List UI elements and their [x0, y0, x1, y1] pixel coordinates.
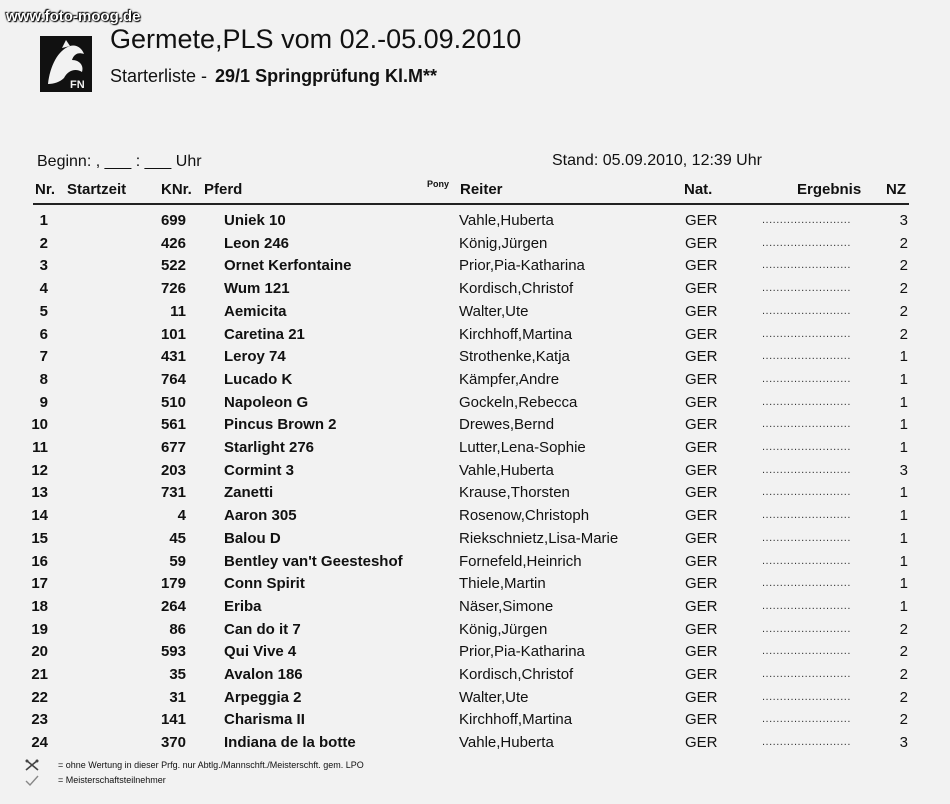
row-knr: 370: [160, 734, 186, 751]
row-nz: 1: [899, 439, 908, 456]
row-knr: 561: [160, 416, 186, 433]
row-number: 2: [39, 235, 48, 252]
row-nz: 3: [899, 462, 908, 479]
row-nationality: GER: [685, 507, 718, 524]
row-rider: Kirchhoff,Martina: [459, 326, 573, 343]
table-row: [0, 711, 950, 733]
row-rider: Prior,Pia-Katharina: [459, 257, 585, 274]
row-rider: Krause,Thorsten: [459, 484, 570, 501]
row-knr: 45: [169, 530, 186, 547]
row-knr: 731: [160, 484, 186, 501]
row-nz: 1: [899, 348, 908, 365]
row-number: 21: [31, 666, 48, 683]
row-knr: 431: [160, 348, 186, 365]
row-rider: Gockeln,Rebecca: [459, 394, 578, 411]
row-nationality: GER: [685, 643, 718, 660]
row-knr: 59: [169, 553, 186, 570]
row-number: 10: [31, 416, 48, 433]
table-row: [0, 643, 950, 665]
table-row: [0, 689, 950, 711]
row-number: 3: [39, 257, 48, 274]
row-horse: Ornet Kerfontaine: [224, 257, 352, 274]
row-knr: 264: [160, 598, 186, 615]
footnote-no-rating: = ohne Wertung in dieser Prfg. nur Abtlg./Mannschft./Meisterschft. gem. LPO: [58, 760, 364, 770]
row-result-field: .........................: [762, 464, 851, 476]
row-number: 24: [31, 734, 48, 751]
row-nz: 1: [899, 598, 908, 615]
row-knr: 101: [160, 326, 186, 343]
row-nz: 3: [899, 212, 908, 229]
row-nationality: GER: [685, 711, 718, 728]
row-nationality: GER: [685, 598, 718, 615]
row-result-field: .........................: [762, 713, 851, 725]
table-row: [0, 235, 950, 257]
row-nz: 1: [899, 394, 908, 411]
row-nationality: GER: [685, 666, 718, 683]
row-horse: Leon 246: [224, 235, 290, 252]
row-nationality: GER: [685, 734, 718, 751]
row-result-field: .........................: [762, 214, 851, 226]
table-row: [0, 507, 950, 529]
table-row: [0, 530, 950, 552]
table-row: [0, 257, 950, 279]
row-number: 19: [31, 621, 48, 638]
row-nz: 1: [899, 371, 908, 388]
row-result-field: .........................: [762, 645, 851, 657]
row-nationality: GER: [685, 621, 718, 638]
row-knr: 764: [160, 371, 186, 388]
row-rider: Thiele,Martin: [459, 575, 546, 592]
col-header-pferd: Pferd: [204, 181, 243, 198]
table-row: [0, 484, 950, 506]
row-horse: Caretina 21: [224, 326, 305, 343]
row-horse: Napoleon G: [224, 394, 309, 411]
row-nationality: GER: [685, 416, 718, 433]
col-header-startzeit: Startzeit: [67, 181, 127, 198]
row-horse: Cormint 3: [224, 462, 295, 479]
row-nz: 2: [899, 643, 908, 660]
col-header-nr: Nr.: [35, 181, 56, 198]
row-nz: 1: [899, 507, 908, 524]
row-nz: 1: [899, 484, 908, 501]
row-nationality: GER: [685, 235, 718, 252]
row-horse: Leroy 74: [224, 348, 286, 365]
row-nz: 2: [899, 235, 908, 252]
fn-logo-icon: [40, 36, 92, 92]
table-row: [0, 439, 950, 461]
row-number: 22: [31, 689, 48, 706]
header-divider: [33, 203, 909, 205]
row-nz: 2: [899, 280, 908, 297]
row-horse: Uniek 10: [224, 212, 286, 229]
row-result-field: .........................: [762, 555, 851, 567]
col-header-knr: KNr.: [161, 181, 192, 198]
row-rider: Vahle,Huberta: [459, 462, 554, 479]
row-number: 6: [39, 326, 48, 343]
row-nationality: GER: [685, 303, 718, 320]
col-header-ergebnis: Ergebnis: [797, 181, 862, 198]
check-icon: [24, 773, 40, 787]
row-nz: 1: [899, 416, 908, 433]
row-nationality: GER: [685, 326, 718, 343]
row-rider: Näser,Simone: [459, 598, 554, 615]
row-result-field: .........................: [762, 418, 851, 430]
row-nz: 2: [899, 711, 908, 728]
row-knr: 510: [160, 394, 186, 411]
row-nz: 2: [899, 689, 908, 706]
row-result-field: .........................: [762, 259, 851, 271]
row-rider: König,Jürgen: [459, 621, 548, 638]
table-row: [0, 666, 950, 688]
row-result-field: .........................: [762, 282, 851, 294]
row-knr: 522: [160, 257, 186, 274]
row-nationality: GER: [685, 553, 718, 570]
row-knr: 203: [160, 462, 186, 479]
row-rider: Strothenke,Katja: [459, 348, 570, 365]
row-number: 9: [39, 394, 48, 411]
row-nationality: GER: [685, 371, 718, 388]
logo-text: FN: [70, 79, 85, 91]
row-result-field: .........................: [762, 373, 851, 385]
row-knr: 35: [169, 666, 186, 683]
row-nationality: GER: [685, 689, 718, 706]
row-number: 14: [31, 507, 48, 524]
row-rider: Vahle,Huberta: [459, 734, 554, 751]
row-number: 15: [31, 530, 48, 547]
row-nationality: GER: [685, 280, 718, 297]
row-nz: 1: [899, 530, 908, 547]
row-number: 16: [31, 553, 48, 570]
table-row: [0, 416, 950, 438]
row-rider: Vahle,Huberta: [459, 212, 554, 229]
table-row: [0, 326, 950, 348]
table-row: [0, 371, 950, 393]
row-horse: Bentley van't Geesteshof: [224, 553, 403, 570]
table-row: [0, 575, 950, 597]
row-knr: 593: [160, 643, 186, 660]
row-nz: 2: [899, 326, 908, 343]
row-horse: Wum 121: [224, 280, 290, 297]
row-result-field: .........................: [762, 509, 851, 521]
col-header-reiter: Reiter: [460, 181, 503, 198]
row-nationality: GER: [685, 257, 718, 274]
row-knr: 31: [169, 689, 186, 706]
row-knr: 179: [160, 575, 186, 592]
row-horse: Pincus Brown 2: [224, 416, 337, 433]
row-nationality: GER: [685, 212, 718, 229]
row-knr: 677: [160, 439, 186, 456]
row-result-field: .........................: [762, 736, 851, 748]
row-horse: Qui Vive 4: [224, 643, 297, 660]
row-result-field: .........................: [762, 486, 851, 498]
row-number: 18: [31, 598, 48, 615]
row-rider: Prior,Pia-Katharina: [459, 643, 585, 660]
row-result-field: .........................: [762, 396, 851, 408]
col-header-pony: Pony: [427, 179, 450, 189]
row-number: 8: [39, 371, 48, 388]
row-rider: Fornefeld,Heinrich: [459, 553, 582, 570]
row-result-field: .........................: [762, 441, 851, 453]
table-row: [0, 280, 950, 302]
list-label: Starterliste -: [110, 66, 208, 86]
table-row: [0, 621, 950, 643]
row-horse: Can do it 7: [224, 621, 301, 638]
row-rider: Kordisch,Christof: [459, 280, 574, 297]
row-nationality: GER: [685, 530, 718, 547]
row-knr: 699: [160, 212, 186, 229]
row-number: 11: [32, 439, 48, 456]
row-knr: 726: [160, 280, 186, 297]
row-nationality: GER: [685, 348, 718, 365]
row-knr: 11: [170, 303, 186, 320]
row-result-field: .........................: [762, 532, 851, 544]
row-nationality: GER: [685, 439, 718, 456]
row-horse: Conn Spirit: [224, 575, 305, 592]
row-horse: Starlight 276: [224, 439, 315, 456]
table-row: [0, 348, 950, 370]
row-nz: 2: [899, 666, 908, 683]
row-number: 17: [31, 575, 48, 592]
row-nz: 2: [899, 303, 908, 320]
row-number: 12: [31, 462, 48, 479]
row-rider: Riekschnietz,Lisa-Marie: [459, 530, 619, 547]
table-row: [0, 212, 950, 234]
table-row: [0, 303, 950, 325]
row-rider: Kordisch,Christof: [459, 666, 574, 683]
row-nz: 3: [899, 734, 908, 751]
row-number: 1: [39, 212, 48, 229]
row-rider: Kämpfer,Andre: [459, 371, 560, 388]
status-date: Stand: 05.09.2010, 12:39 Uhr: [552, 152, 762, 169]
row-rider: Walter,Ute: [459, 303, 529, 320]
row-number: 23: [31, 711, 48, 728]
row-number: 13: [31, 484, 48, 501]
row-nz: 2: [899, 257, 908, 274]
row-knr: 86: [169, 621, 186, 638]
row-rider: Rosenow,Christoph: [459, 507, 590, 524]
row-horse: Charisma II: [224, 711, 305, 728]
row-horse: Avalon 186: [224, 666, 303, 683]
row-horse: Lucado K: [224, 371, 293, 388]
col-header-nat: Nat.: [684, 181, 713, 198]
row-knr: 141: [160, 711, 186, 728]
row-result-field: .........................: [762, 668, 851, 680]
row-knr: 4: [177, 507, 186, 524]
table-row: [0, 394, 950, 416]
subtitle: [110, 66, 437, 87]
row-nz: 1: [899, 575, 908, 592]
row-result-field: .........................: [762, 305, 851, 317]
row-result-field: .........................: [762, 577, 851, 589]
row-rider: Walter,Ute: [459, 689, 529, 706]
row-number: 5: [39, 303, 48, 320]
row-rider: Kirchhoff,Martina: [459, 711, 573, 728]
row-result-field: .........................: [762, 600, 851, 612]
page-title: Germete,PLS vom 02.-05.09.2010: [110, 24, 522, 54]
table-row: [0, 462, 950, 484]
row-result-field: .........................: [762, 350, 851, 362]
row-result-field: .........................: [762, 623, 851, 635]
start-time-field: Beginn: , ___ : ___ Uhr: [37, 153, 202, 170]
row-horse: Arpeggia 2: [224, 689, 302, 706]
row-rider: König,Jürgen: [459, 235, 548, 252]
row-horse: Aemicita: [224, 303, 287, 320]
row-nationality: GER: [685, 575, 718, 592]
row-nationality: GER: [685, 462, 718, 479]
row-number: 7: [39, 348, 48, 365]
event-name: 29/1 Springprüfung Kl.M**: [215, 66, 438, 86]
col-header-nz: NZ: [886, 181, 906, 198]
row-nz: 1: [899, 553, 908, 570]
row-rider: Lutter,Lena-Sophie: [459, 439, 586, 456]
row-number: 4: [39, 280, 48, 297]
row-horse: Indiana de la botte: [224, 734, 356, 751]
row-nationality: GER: [685, 484, 718, 501]
row-knr: 426: [160, 235, 186, 252]
row-horse: Aaron 305: [224, 507, 297, 524]
row-result-field: .........................: [762, 328, 851, 340]
table-row: [0, 734, 950, 756]
footnote-championship: = Meisterschaftsteilnehmer: [58, 775, 166, 785]
row-result-field: .........................: [762, 237, 851, 249]
table-row: [0, 553, 950, 575]
row-horse: Zanetti: [224, 484, 274, 501]
row-horse: Eriba: [224, 598, 262, 615]
table-row: [0, 598, 950, 620]
crossed-swords-icon: [24, 758, 40, 772]
row-nz: 2: [899, 621, 908, 638]
row-rider: Drewes,Bernd: [459, 416, 555, 433]
watermark: www.foto-moog.de: [6, 8, 141, 25]
row-horse: Balou D: [224, 530, 281, 547]
row-nationality: GER: [685, 394, 718, 411]
row-number: 20: [31, 643, 48, 660]
row-result-field: .........................: [762, 691, 851, 703]
